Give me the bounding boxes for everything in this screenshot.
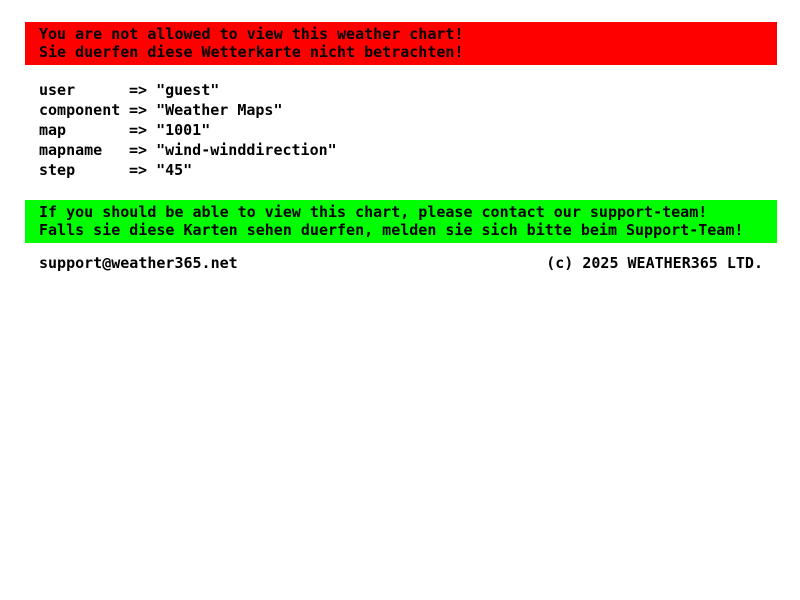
detail-value: "guest"	[156, 81, 220, 99]
detail-key: mapname	[39, 141, 103, 159]
arrow-symbol: =>	[129, 161, 148, 179]
detail-row-component	[39, 100, 777, 120]
detail-row-mapname	[39, 140, 777, 160]
support-email: support@weather365.net	[39, 254, 238, 272]
detail-key: component	[39, 101, 121, 119]
detail-value: "1001"	[156, 121, 211, 139]
arrow-symbol: =>	[129, 141, 148, 159]
error-banner	[25, 22, 777, 65]
arrow-symbol: =>	[129, 81, 148, 99]
detail-row-map	[39, 120, 777, 140]
copyright-text: (c) 2025 WEATHER365 LTD.	[546, 254, 763, 272]
arrow-symbol: =>	[129, 101, 148, 119]
contact-banner-line-de: Falls sie diese Karten sehen duerfen, melden sie sich bitte beim Support-Team!	[39, 221, 744, 239]
arrow-symbol: =>	[129, 121, 148, 139]
detail-row-user	[39, 80, 777, 100]
contact-banner	[25, 200, 777, 243]
detail-key: step	[39, 161, 76, 179]
contact-banner-line-en: If you should be able to view this chart, please contact our support-team!	[39, 203, 708, 221]
detail-key: user	[39, 81, 76, 99]
detail-value: "45"	[156, 161, 193, 179]
request-details	[39, 80, 777, 180]
detail-value: "Weather Maps"	[156, 101, 283, 119]
error-banner-line-de: Sie duerfen diese Wetterkarte nicht betrachten!	[39, 43, 464, 61]
access-denied-page	[0, 0, 800, 273]
error-banner-line-en: You are not allowed to view this weather chart!	[39, 25, 464, 43]
detail-key: map	[39, 121, 67, 139]
detail-value: "wind-winddirection"	[156, 141, 337, 159]
detail-row-step	[39, 160, 777, 180]
footer	[25, 253, 777, 273]
